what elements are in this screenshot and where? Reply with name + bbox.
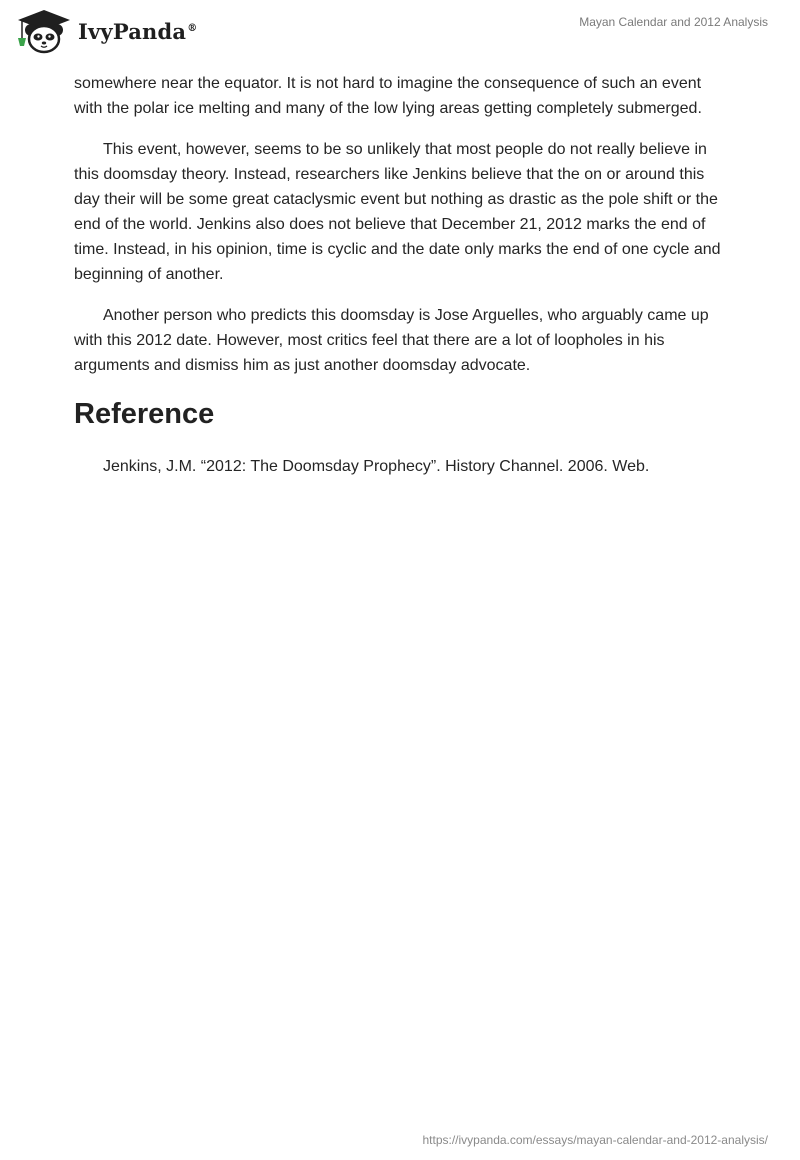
- panda-graduate-icon: [14, 8, 74, 54]
- ivypanda-logo[interactable]: [14, 8, 197, 54]
- body-paragraph-3: Another person who predicts this doomsday is Jose Arguelles, who arguably came up with this 2012 date. However, most critics feel that there are a lot of loopholes in his arguments and dismiss him as just another doomsday advocate.: [74, 307, 709, 374]
- reference-heading: Reference: [74, 398, 215, 430]
- registered-mark: ®: [187, 22, 198, 34]
- essay-content: [74, 71, 726, 479]
- reference-entry: Jenkins, J.M. “2012: The Doomsday Prophecy”. History Channel. 2006. Web.: [103, 458, 650, 475]
- body-paragraph-1: somewhere near the equator. It is not hard to imagine the consequence of such an event with the polar ice melting and many of the low lying areas getting completely submerged.: [74, 75, 702, 117]
- body-paragraph-2: This event, however, seems to be so unlikely that most people do not really believe in this doomsday theory. Instead, researchers like Jenkins believe that the on or around this day their will be some great cataclysmic event but nothing as drastic as the pole shift or the end of the world. Jenkins also does not believe that December 21, 2012 marks the end of time. Instead, in his opinion, time is cyclic and the date only marks the end of one cycle and beginning of another.: [74, 141, 721, 283]
- logo-text: IvyPanda®: [78, 18, 198, 44]
- document-title: Mayan Calendar and 2012 Analysis: [579, 15, 768, 29]
- footer-source-url[interactable]: https://ivypanda.com/essays/mayan-calendar-and-2012-analysis/: [422, 1133, 768, 1147]
